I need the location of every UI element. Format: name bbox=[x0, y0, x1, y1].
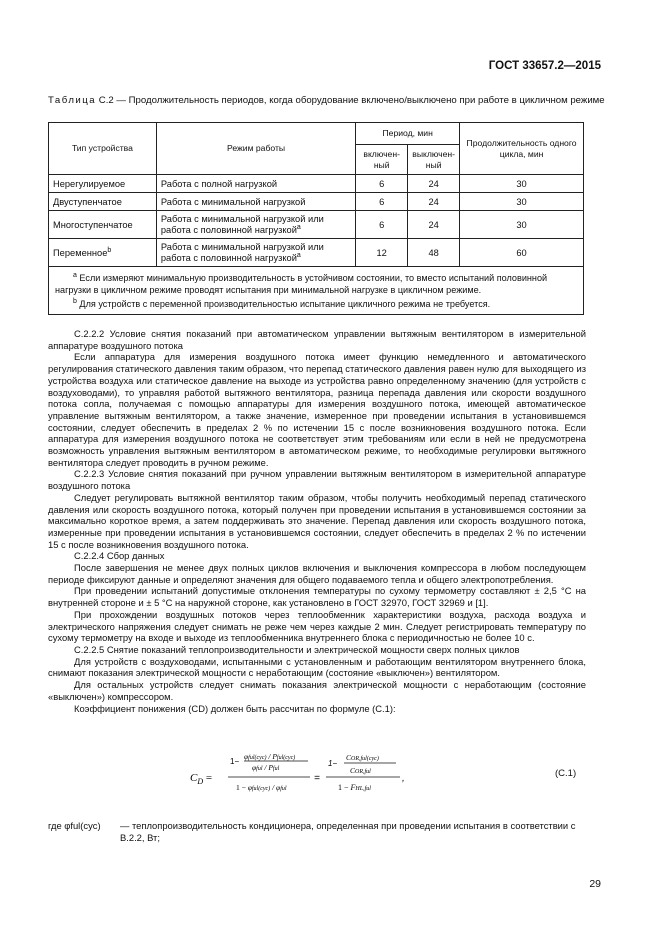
formula-number: (С.1) bbox=[555, 768, 577, 779]
body-text bbox=[48, 328, 586, 714]
svg-text:φful(cyc) / Pful(cyc): φful(cyc) / Pful(cyc) bbox=[244, 752, 296, 761]
table-cell bbox=[460, 211, 584, 239]
cell-device: Нерегулируемое bbox=[53, 179, 126, 190]
table-cell bbox=[356, 239, 408, 267]
svg-text:1−: 1− bbox=[230, 757, 240, 766]
cell-total: 30 bbox=[516, 219, 527, 230]
table-cell bbox=[49, 193, 157, 211]
th-off: выключен-ный bbox=[408, 145, 460, 175]
table-footnotes bbox=[49, 267, 584, 315]
formula-graphic bbox=[190, 748, 450, 806]
periods-table bbox=[48, 122, 584, 315]
paragraph: При прохождении воздушных потоков через теплообменник характеристики воздуха, расхода воздуха и электрического напряжения следует снимать не реже чем через каждые 2 мин. Следует регистрировать температуру по сухому термометру на входе и выходе из теплообменника внутреннего блока с периодичностью не более 10 с. bbox=[48, 608, 586, 644]
table-row bbox=[49, 239, 584, 267]
caption-number: С.2 bbox=[98, 95, 114, 106]
paragraph: Для остальных устройств следует снимать показания электрической мощности с неработающим (состояние «выключен») компрессором. bbox=[48, 679, 586, 702]
table-cell bbox=[356, 211, 408, 239]
svg-text:1 − φful(cyc) / φful: 1 − φful(cyc) / φful bbox=[236, 783, 287, 792]
cell-on: 6 bbox=[379, 196, 385, 207]
table-cell bbox=[356, 193, 408, 211]
cell-total: 30 bbox=[516, 196, 527, 207]
table-cell bbox=[460, 239, 584, 267]
caption-label: Таблица bbox=[48, 95, 97, 106]
svg-text:1 − FHL,ful: 1 − FHL,ful bbox=[338, 783, 371, 792]
cell-mode: Работа с минимальной нагрузкой или работа с половинной нагрузкой bbox=[160, 213, 324, 236]
cell-mode_sup: а bbox=[296, 251, 301, 259]
cell-on: 6 bbox=[379, 219, 385, 230]
paragraph: С.2.2.2 Условие снятия показаний при автоматическом управлении вытяжным вентилятором в измерительной аппаратуре воздушного потока bbox=[48, 328, 586, 351]
footnote-a-mark: a bbox=[73, 272, 77, 279]
paragraph: Если аппаратура для измерения воздушного потока имеет функцию немедленного и автоматического регулирования статического давления таким образом, что перепад статического давления равен нулю для выходящего из устройства воздуха или статическое давление на выходе из устройства равно определенному значению (для устройств с воздуховодами), то управляя работой вытяжного вентилятора, разница перепада давления или скорости воздушного потока сопла, получаемая с помощью аппаратуры для измерения воздушного потока, имеющей автоматическое управление вытяжным вентилятором, а также значение, измеренное при проведении испытания в установившемся состоянии, следует обеспечить в пределах 2 % по истечении 15 с после возникновения воздушного потока. Если аппаратура для измерения воздушного потока не соответствует этим требованиям или если в ней не предусмотрена возможность управления вытяжным вентилятором в автоматическом режиме, то необходимые регулировки вытяжного вентилятора следует проводить в ручном режиме. bbox=[48, 351, 586, 468]
table-cell bbox=[408, 193, 460, 211]
caption-text: — Продолжительность периодов, когда оборудование включено/выключено при работе в цикличном режиме bbox=[113, 95, 605, 106]
svg-text:1−: 1− bbox=[328, 759, 338, 768]
page-number: 29 bbox=[589, 878, 601, 890]
paragraph: С.2.2.5 Снятие показаний теплопроизводительности и электрической мощности сверх полных циклов bbox=[74, 643, 520, 655]
svg-text:φful / Pful: φful / Pful bbox=[252, 763, 280, 772]
where-clause bbox=[48, 820, 588, 843]
paragraph: С.2.2.3 Условие снятия показаний при ручном управлении вытяжным вентилятором в измерительной аппаратуре воздушного потока bbox=[48, 468, 586, 492]
cell-mode: Работа с минимальной нагрузкой bbox=[160, 197, 306, 208]
where-definition: — теплопроизводительность кондиционера, определенная при проведении испытания в соответствии с В.2.2, Вт; bbox=[120, 820, 576, 843]
where-symbol: где φful(cyc) bbox=[48, 820, 101, 831]
th-duration: Продолжительность одного цикла, мин bbox=[460, 123, 584, 175]
th-on: включен-ный bbox=[356, 145, 408, 175]
cell-mode: Работа с полной нагрузкой bbox=[160, 179, 278, 190]
paragraph: Для устройств с воздуховодами, испытанными с установленным и работающим вентилятором внутреннего блока, снимают показания электрической мощности с неработающим (состояние «выключен») вентилятором. bbox=[48, 655, 586, 679]
cell-off: 48 bbox=[428, 247, 439, 258]
paragraph: После завершения не менее двух полных циклов включения и выключения компрессора в любом последующем периоде фиксируют данные и определяют значения для общего подаваемого тепла и общего электропотребления. bbox=[48, 562, 586, 585]
paragraph: Следует регулировать вытяжной вентилятор таким образом, чтобы получить необходимый перепад статического давления или скорость воздушного потока, который получен при проведении испытания в установившемся состоянии за максимально короткое время, а затем поддерживать это значение. Перепад давления или скорость воздушного потока, измеренные при проведении испытания в установившемся состоянии, следует обеспечить в пределах 2 % по истечении 15 с после возникновения воздушного потока. bbox=[48, 491, 586, 550]
th-device-type: Тип устройства bbox=[49, 123, 157, 175]
table-cell bbox=[460, 193, 584, 211]
cell-total: 60 bbox=[516, 247, 527, 258]
document-header: ГОСТ 33657.2—2015 bbox=[488, 60, 601, 72]
table-row bbox=[49, 211, 584, 239]
th-period: Период, мин bbox=[356, 123, 460, 145]
footnote-b-mark: b bbox=[73, 298, 77, 306]
svg-text:CD =: $C_D$ = bbox=[190, 772, 213, 786]
cell-device: Переменное bbox=[53, 248, 108, 259]
cell-mode: Работа с минимальной нагрузкой или работа с половинной нагрузкой bbox=[160, 241, 324, 264]
table-cell bbox=[156, 175, 355, 193]
table-caption bbox=[48, 95, 608, 107]
table-cell bbox=[156, 193, 355, 211]
table-cell bbox=[49, 175, 157, 193]
table-cell bbox=[408, 239, 460, 267]
table-cell bbox=[356, 175, 408, 193]
svg-text:COR,ful(cyc): COR,ful(cyc) bbox=[346, 753, 379, 762]
svg-text:COR,ful: COR,ful bbox=[350, 766, 371, 775]
svg-text:=: = bbox=[314, 773, 320, 784]
cell-off: 24 bbox=[428, 178, 439, 189]
th-mode: Режим работы bbox=[156, 123, 355, 175]
table-cell bbox=[49, 239, 157, 267]
paragraph: Коэффициент понижения (CD) должен быть рассчитан по формуле (С.1): bbox=[74, 702, 396, 714]
cell-mode_sup: а bbox=[296, 223, 301, 231]
cell-device_sup: b bbox=[107, 246, 112, 254]
cell-off: 24 bbox=[428, 196, 439, 207]
table-cell bbox=[49, 211, 157, 239]
cell-on: 6 bbox=[379, 178, 385, 189]
paragraph: С.2.2.4 Сбор данных bbox=[74, 550, 165, 562]
cell-off: 24 bbox=[428, 219, 439, 230]
table-cell bbox=[460, 175, 584, 193]
cell-device: Двуступенчатое bbox=[53, 197, 122, 208]
table-cell bbox=[156, 211, 355, 239]
svg-text:,: , bbox=[402, 773, 405, 784]
table-cell bbox=[156, 239, 355, 267]
paragraph: При проведении испытаний допустимые отклонения температуры по сухому термометру составляют ± 2,5 °С на внутренней стороне и ± 5 °С на наружной стороне, как установлено в ГОСТ 32970, ГОСТ 32969 и [1]. bbox=[48, 585, 586, 609]
table-body bbox=[49, 175, 584, 267]
table-row bbox=[49, 175, 584, 193]
footnote-a: Если измеряют минимальную производительность в устойчивом состоянии, то вместо испытаний половинной нагрузки в цикличном режиме проводят испытания при минимальной нагрузке в цикличном режиме. bbox=[55, 273, 548, 295]
cell-on: 12 bbox=[376, 247, 387, 258]
table-row bbox=[49, 193, 584, 211]
table-cell bbox=[408, 211, 460, 239]
footnote-b: Для устройств с переменной производительностью испытание цикличного режима не требуется. bbox=[76, 299, 491, 310]
formula-c1 bbox=[190, 748, 450, 806]
table-cell bbox=[408, 175, 460, 193]
cell-device: Многоступенчатое bbox=[53, 220, 133, 231]
cell-total: 30 bbox=[516, 178, 527, 189]
